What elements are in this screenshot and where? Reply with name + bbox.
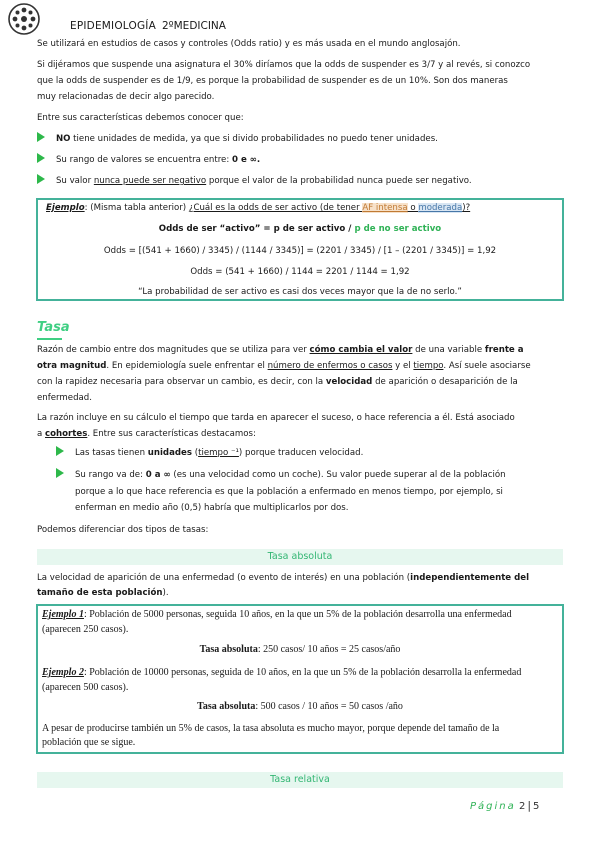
example-2-line-1: Ejemplo 2: Población de 10000 personas, seguida de 10 años, en la que un 5% de la población desarrolla la enfermedad bbox=[42, 667, 522, 678]
intro-paragraph-2-line-3: muy relacionadas de decir algo parecido. bbox=[37, 92, 215, 102]
footer-page-number: 2 bbox=[518, 801, 526, 812]
tasa-definition-line-2: otra magnitud. En epidemiología suele enfrentar el número de enfermos o casos y el tiempo. Así suele asociarse bbox=[37, 361, 531, 371]
odds-bullet-3: Su valor nunca puede ser negativo porque el valor de la probabilidad nunca puede ser negativo. bbox=[37, 174, 472, 189]
example-question: Ejemplo: (Misma tabla anterior) ¿Cuál es la odds de ser activo (de tener AF intensa o moderada)? bbox=[46, 203, 471, 213]
example-conclusion-line-2: población que se sigue. bbox=[42, 737, 136, 748]
section-heading-tasa: Tasa bbox=[37, 320, 70, 335]
tasa-types-intro: Podemos diferenciar dos tipos de tasas: bbox=[37, 525, 209, 535]
tasa-definition-line-1: Razón de cambio entre dos magnitudes que se utiliza para ver cómo cambia el valor de una variable frente a bbox=[37, 345, 524, 355]
intro-paragraph-1: Se utilizará en estudios de casos y controles (Odds ratio) y es más usada en el mundo anglosajón. bbox=[37, 39, 461, 49]
example-2-calculation: Tasa absoluta: 500 casos / 10 años = 50 casos /año bbox=[197, 701, 403, 712]
odds-calculation-1: Odds = [(541 + 1660) / 3345) / (1144 / 3345)] = (2201 / 3345) / [1 – (2201 / 3345)] = 1,92 bbox=[103, 246, 497, 256]
footer-page-word: Página bbox=[470, 801, 516, 812]
tasa-bullet-1: Las tasas tienen unidades (tiempo ⁻¹) porque traducen velocidad. bbox=[56, 446, 363, 461]
tasa-definition-line-4: enfermedad. bbox=[37, 393, 92, 403]
example-1-line-1: Ejemplo 1: Población de 5000 personas, seguida 10 años, en la que un 5% de la población desarrolla una enfermedad bbox=[42, 609, 512, 620]
section-band-tasa-absoluta: Tasa absoluta bbox=[37, 549, 563, 565]
odds-bullet-1: NO tiene unidades de medida, ya que si divido probabilidades no puedo tener unidades. bbox=[37, 132, 438, 147]
odds-calculation-2: Odds = (541 + 1660) / 1144 = 2201 / 1144 = 1,92 bbox=[190, 267, 410, 277]
arrow-bullet-icon bbox=[37, 174, 45, 184]
odds-interpretation-quote: “La probabilidad de ser activo es casi dos veces mayor que la de no serlo.” bbox=[138, 287, 462, 297]
header-title: EPIDEMIOLOGÍA bbox=[70, 20, 156, 32]
intro-paragraph-2-line-2: que la odds de suspender es de 1/9, es porque la probabilidad de suspender es de un 10%. Son dos maneras bbox=[37, 76, 508, 86]
example-box-tasa-absoluta bbox=[36, 604, 564, 754]
example-1-calculation: Tasa absoluta: 250 casos/ 10 años = 25 casos/año bbox=[199, 644, 401, 655]
section-band-tasa-relativa: Tasa relativa bbox=[37, 772, 563, 788]
section-heading-underline bbox=[37, 338, 62, 340]
arrow-bullet-icon bbox=[37, 132, 45, 142]
example-conclusion-line-1: A pesar de producirse también un 5% de casos, la tasa absoluta es mucho mayor, porque depende del tamaño de la bbox=[42, 723, 500, 734]
absoluta-definition-line-2: tamaño de esta población). bbox=[37, 588, 169, 598]
tasa-definition-line-3: con la rapidez necesaria para observar un cambio, es decir, con la velocidad de aparición o desaparición de la bbox=[37, 377, 518, 387]
logo-emblem bbox=[4, 2, 48, 36]
example-box-odds bbox=[36, 198, 564, 301]
tasa-paragraph-2-line-2: a cohortes. Entre sus características destacamos: bbox=[37, 429, 256, 439]
tasa-bullet-2: Su rango va de: 0 a ∞ (es una velocidad como un coche). Su valor puede superar al de la población bbox=[56, 468, 506, 483]
header-subject: 2ºMEDICINA bbox=[162, 20, 226, 32]
absoluta-definition-line-1: La velocidad de aparición de una enfermedad (o evento de interés) en una población (independientemente del bbox=[37, 573, 530, 583]
intro-paragraph-2-line-1: Si dijéramos que suspende una asignatura el 30% diríamos que la odds de suspender es 3/7 y al revés, si conozco bbox=[37, 60, 531, 70]
intro-paragraph-3: Entre sus características debemos conocer que: bbox=[37, 113, 244, 123]
tasa-bullet-2-line-3: enferman en medio año (0,5) habría que multiplicarlos por dos. bbox=[75, 503, 349, 513]
footer-page-total: 5 bbox=[533, 801, 540, 812]
tasa-paragraph-2-line-1: La razón incluye en su cálculo el tiempo que tarda en aparecer el suceso, o hace referencia a él. Está asociado bbox=[37, 413, 515, 423]
arrow-bullet-icon bbox=[56, 468, 64, 478]
page-footer: Página 2 | 5 bbox=[470, 799, 540, 812]
example-2-line-2: (aparecen 500 casos). bbox=[42, 682, 129, 693]
odds-bullet-2: Su rango de valores se encuentra entre: 0 e ∞. bbox=[37, 153, 260, 168]
example-1-line-2: (aparecen 250 casos). bbox=[42, 624, 129, 635]
arrow-bullet-icon bbox=[37, 153, 45, 163]
odds-formula-title: Odds de ser “activo” = p de ser activo / p de no ser activo bbox=[158, 224, 442, 234]
tasa-bullet-2-line-2: porque a lo que hace referencia es que la población a enfermado en menos tiempo, por ejemplo, si bbox=[75, 487, 503, 497]
arrow-bullet-icon bbox=[56, 446, 64, 456]
